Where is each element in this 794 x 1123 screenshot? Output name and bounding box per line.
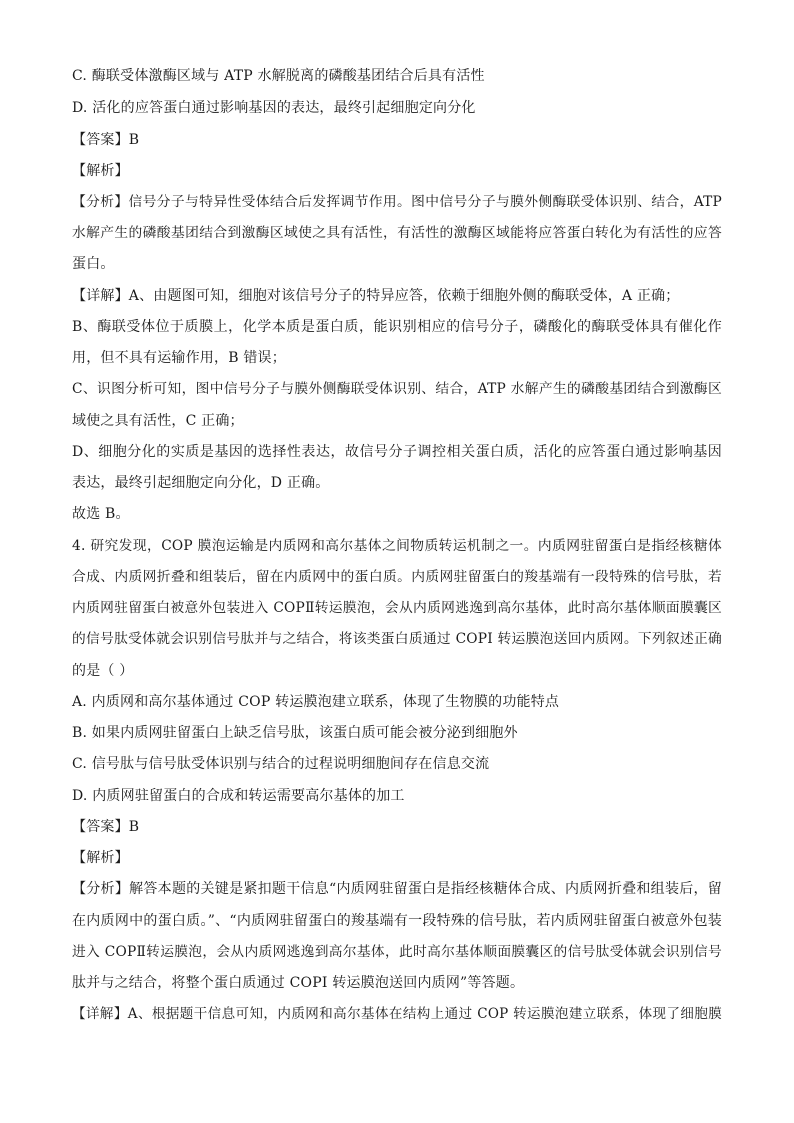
analysis-text-line: 在内质网中的蛋白质。”、“内质网驻留蛋白的羧基端有一段特殊的信号肽，若内质网驻留蛋白被意外包装 <box>72 913 722 929</box>
question-4-line: 的是（ ） <box>72 663 134 679</box>
detail-text-line: 【详解】A、由题图可知，细胞对该信号分子的特异应答，依赖于细胞外侧的酶联受体，A 正确； <box>72 288 680 304</box>
detail-text-line: 域使之具有活性，C 正确； <box>72 413 244 429</box>
analysis-text-line: 【分析】信号分子与特异性受体结合后发挥调节作用。图中信号分子与膜外侧酶联受体识别、结合，ATP <box>72 194 722 210</box>
option-c-line: C. 信号肽与信号肽受体识别与结合的过程说明细胞间存在信息交流 <box>72 756 490 772</box>
answer-label: 【答案】B <box>72 819 140 835</box>
option-b-line: B. 如果内质网驻留蛋白上缺乏信号肽，该蛋白质可能会被分泌到细胞外 <box>72 725 518 741</box>
analysis-text-line: 肽并与之结合，将整个蛋白质通过 COPI 转运膜泡送回内质网”等答题。 <box>72 975 525 991</box>
conclusion-line: 故选 B。 <box>72 506 130 522</box>
question-4-line: 4. 研究发现，COP 膜泡运输是内质网和高尔基体之间物质转运机制之一。内质网驻留蛋白是指经核糖体 <box>72 538 722 554</box>
detail-text-line: 【详解】A、根据题干信息可知，内质网和高尔基体在结构上通过 COP 转运膜泡建立联系，体现了细胞膜 <box>72 1006 722 1022</box>
question-4-line: 合成、内质网折叠和组装后，留在内质网中的蛋白质。内质网驻留蛋白的羧基端有一段特殊的信号肽，若 <box>72 569 722 585</box>
analysis-label: 【解析】 <box>72 850 129 866</box>
option-a-line: A. 内质网和高尔基体通过 COP 转运膜泡建立联系，体现了生物膜的功能特点 <box>72 694 560 710</box>
question-4-line: 的信号肽受体就会识别信号肽并与之结合，将该类蛋白质通过 COPI 转运膜泡送回内质网。下列叙述正确 <box>72 631 722 647</box>
detail-text-line: 表达，最终引起细胞定向分化，D 正确。 <box>72 475 330 491</box>
option-c-line: C. 酶联受体激酶区域与 ATP 水解脱离的磷酸基团结合后具有活性 <box>72 68 485 84</box>
analysis-label: 【解析】 <box>72 163 129 179</box>
option-d-line: D. 活化的应答蛋白通过影响基因的表达，最终引起细胞定向分化 <box>72 100 476 116</box>
analysis-text-line: 进入 COPⅡ转运膜泡，会从内质网逃逸到高尔基体，此时高尔基体顺面膜囊区的信号肽受体就会识别信号 <box>72 944 722 960</box>
detail-text-line: B、酶联受体位于质膜上，化学本质是蛋白质，能识别相应的信号分子，磷酸化的酶联受体具有催化作 <box>72 319 722 335</box>
analysis-text-line: 水解产生的磷酸基团结合到激酶区域使之具有活性，有活性的激酶区域能将应答蛋白转化为有活性的应答 <box>72 225 722 241</box>
question-4-line: 内质网驻留蛋白被意外包装进入 COPⅡ转运膜泡，会从内质网逃逸到高尔基体，此时高尔基体顺面膜囊区 <box>72 600 722 616</box>
detail-text-line: 用，但不具有运输作用，B 错误； <box>72 350 286 366</box>
option-d-line: D. 内质网驻留蛋白的合成和转运需要高尔基体的加工 <box>72 788 405 804</box>
answer-label: 【答案】B <box>72 132 140 148</box>
analysis-text-line: 蛋白。 <box>72 256 115 272</box>
detail-text-line: C、识图分析可知，图中信号分子与膜外侧酶联受体识别、结合，ATP 水解产生的磷酸基团结合到激酶区 <box>72 381 722 397</box>
analysis-text-line: 【分析】解答本题的关键是紧扣题干信息“内质网驻留蛋白是指经核糖体合成、内质网折叠和组装后，留 <box>72 881 722 897</box>
detail-text-line: D、细胞分化的实质是基因的选择性表达，故信号分子调控相关蛋白质，活化的应答蛋白通过影响基因 <box>72 444 722 460</box>
